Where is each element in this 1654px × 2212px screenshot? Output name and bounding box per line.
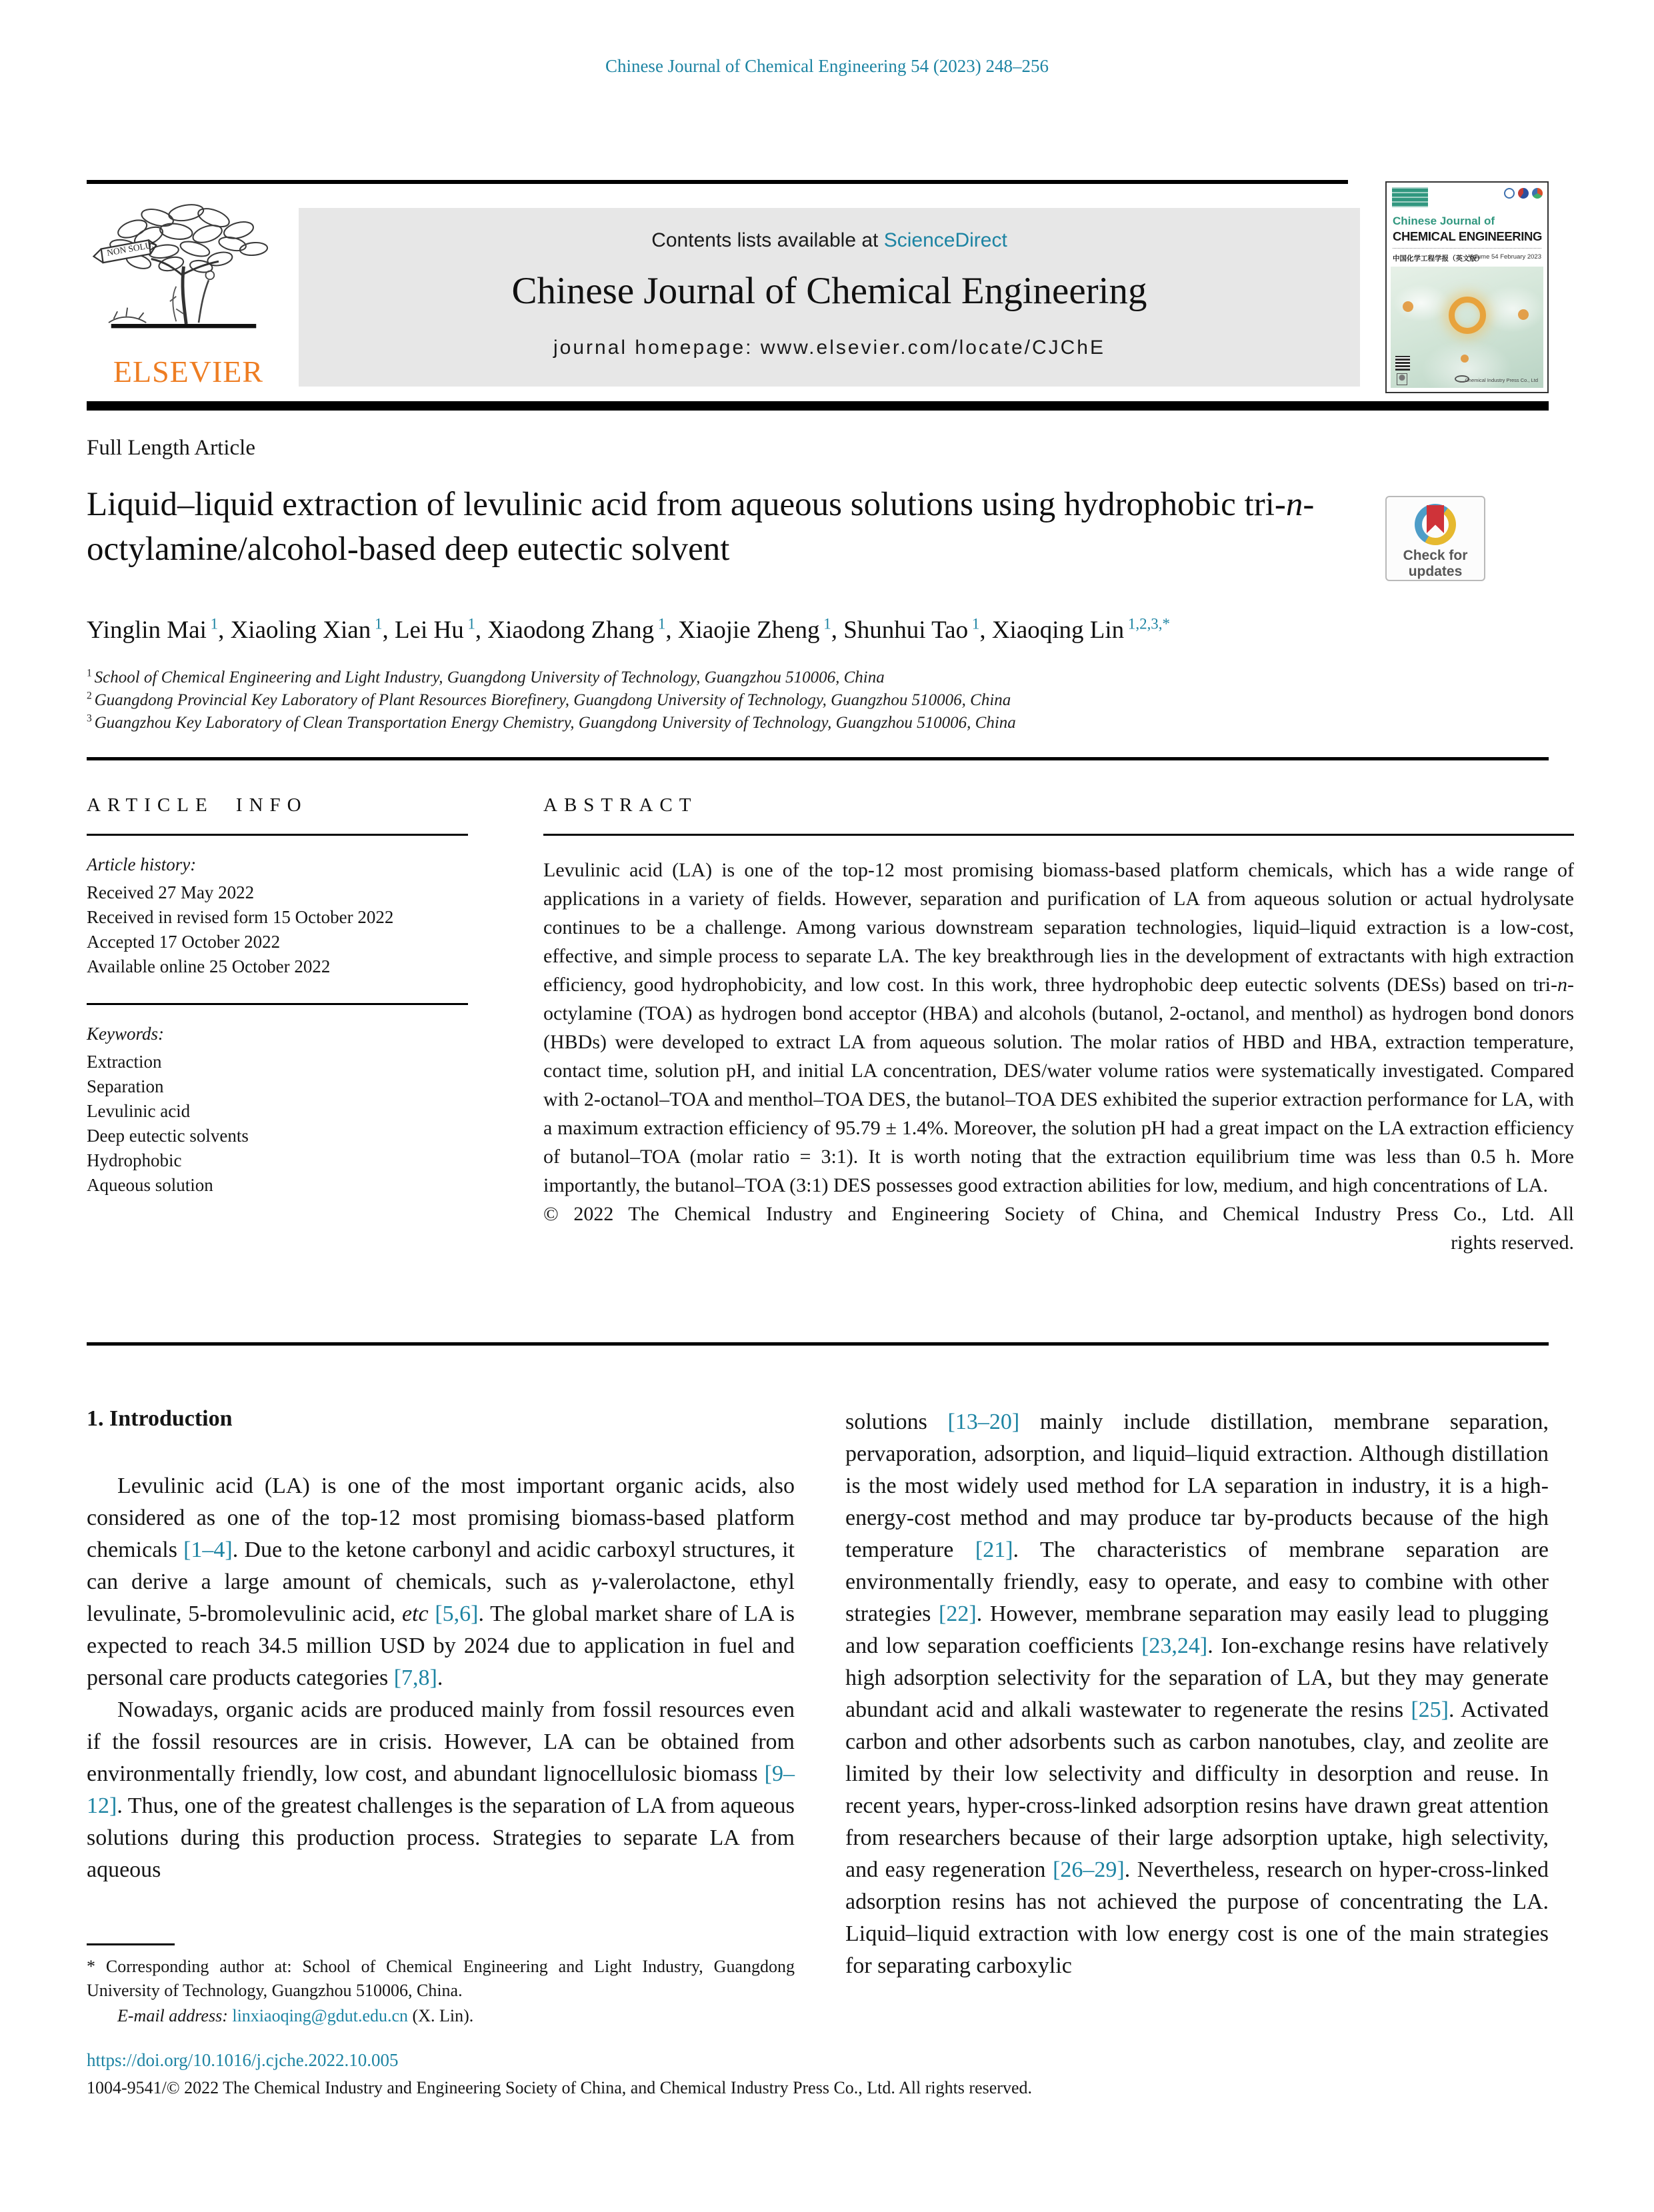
abstract-copyright-line1: © 2022 The Chemical Industry and Engineering Society of China, and Chemical Industry Press Co., Ltd. All: [543, 1203, 1574, 1225]
keyword-line: Extraction: [87, 1052, 162, 1072]
cover-society-logos: [1504, 188, 1543, 199]
bookmark-icon: [1427, 505, 1444, 533]
cover-logo-icon: [1504, 188, 1515, 199]
article-info-column: [87, 794, 468, 1198]
cover-volume-line: Volume 54 February 2023: [1468, 253, 1541, 261]
cover-art-dot: [1403, 301, 1413, 312]
footnote-rule: [87, 1943, 175, 1945]
journal-header-box: [299, 208, 1360, 387]
body-columns: [87, 1406, 1549, 1982]
affiliation-line: $^2$ Guangdong Provincial Key Laboratory of Plant Resources Biorefinery, Guangdong University of Technology, Guangzhou 510006, China: [87, 690, 1011, 709]
doi-link[interactable]: https://doi.org/10.1016/j.cjche.2022.10.005: [87, 2050, 399, 2070]
abstract-column: [543, 794, 1574, 1257]
check-updates-label: Check for updates: [1403, 548, 1468, 579]
cover-publisher-text: Chemical Industry Press Co., Ltd: [1465, 377, 1538, 383]
check-for-updates-badge[interactable]: [1385, 496, 1485, 581]
header-bottom-bar: [87, 401, 1549, 411]
keyword-line: Aqueous solution: [87, 1175, 213, 1195]
cover-elsevier-mark: [1397, 373, 1407, 385]
author-list: Yinglin Mai $^1$, Xiaoling Xian $^1$, Lei Hu $^1$, Xiaodong Zhang $^1$, Xiaojie Zheng $^1$, Shunhui Tao $^1$, Xiaoqing Lin $^{1,2,3,*}$: [87, 615, 1170, 644]
journal-cover-thumbnail[interactable]: [1385, 181, 1549, 393]
cover-logo-icon: [1532, 188, 1543, 199]
keywords-label: Keywords:: [87, 1024, 164, 1044]
contents-lists-line[interactable]: Contents lists available at ScienceDirect: [651, 229, 1007, 251]
journal-title: Chinese Journal of Chemical Engineering: [511, 270, 1147, 312]
intro-paragraph: solutions [13–20] mainly include distillation, membrane separation, pervaporation, adsorption, and liquid–liquid extraction. Although distillation is the most widely used method for LA separation in industry, it is a high-energy-cost method and may produce tar by-products because of the high temperature [21]. The characteristics of membrane separation are environmentally friendly, easy to operate, and easy to combine with other strategies [22]. However, membrane separation may easily lead to plugging and low separation coefficients [23,24]. Ion-exchange resins have relatively high adsorption selectivity for the separation of LA, but they may generate abundant acid and alkali wastewater to regenerate the resins [25]. Activated carbon and other adsorbents such as carbon nanotubes, clay, and zeolite are limited by their low selectivity and difficulty in desorption and reuse. In recent years, hyper-cross-linked adsorption resins have drawn great attention from researchers because of their large adsorption uptake, high selectivity, and easy regeneration [26–29]. Nevertheless, research on hyper-cross-linked adsorption resins has not achieved the purpose of concentrating the LA. Liquid–liquid extraction with low energy cost is one of the main strategies for separating carboxylic: [845, 1410, 1549, 1978]
cover-artwork: [1391, 267, 1543, 388]
history-line: Received in revised form 15 October 2022: [87, 907, 394, 927]
keyword-line: Deep eutectic solvents: [87, 1126, 249, 1146]
cover-molecule-ring-icon: [1449, 297, 1486, 334]
cover-qr-code: [1395, 356, 1410, 371]
non-solus-banner-text: NON SOLUS: [105, 239, 157, 258]
keywords-rule: [87, 1003, 468, 1005]
introduction-heading: 1. Introduction: [87, 1406, 233, 1431]
keyword-line: Hydrophobic: [87, 1150, 182, 1170]
abstract-heading: ABSTRACT: [543, 794, 698, 816]
abstract-copyright-line2: rights reserved.: [1451, 1232, 1574, 1254]
body-left-column: [87, 1406, 795, 1982]
cover-art-dot: [1461, 355, 1469, 363]
email-address-line[interactable]: E-mail address: linxiaoqing@gdut.edu.cn (X. Lin).: [117, 2006, 474, 2025]
crossmark-icon: [1415, 504, 1456, 545]
history-line: Accepted 17 October 2022: [87, 932, 281, 952]
body-divider-rule: [87, 1342, 1549, 1346]
abstract-text: Levulinic acid (LA) is one of the top-12 most promising biomass-based platform chemicals, which has a wide range of applications in a variety of fields. However, separation and purification of LA from aqueous solution or actual hydrolysate continues to be a challenge. Among various downstream separation technologies, liquid–liquid extraction is a low-cost, effective, and simple process to separate LA. The key breakthrough lies in the development of extractants with high extraction efficiency, good hydrophobicity, and low cost. In this work, three hydrophobic deep eutectic solvents (DESs) based on tri-n-octylamine (TOA) as hydrogen bond acceptor (HBA) and alcohols (butanol, 2-octanol, and menthol) as hydrogen bond donors (HBDs) were developed to extract LA from aqueous solution. The molar ratios of HBD and HBA, extraction temperature, contact time, solution pH, and initial LA concentration, DES/water volume ratios were systematically investigated. Compared with 2-octanol–TOA and menthol–TOA DES, the butanol–TOA DES exhibited the superior extraction performance for LA, with a maximum extraction efficiency of 95.79 ± 1.4%. Moreover, the solution pH had a great impact on the LA extraction efficiency of butanol–TOA (molar ratio = 3:1). It is worth noting that the extraction equilibrium time was less than 0.5 h. More importantly, the butanol–TOA (3:1) DES possesses good extraction abilities for low, medium, and high concentrations of LA.: [543, 859, 1574, 1196]
article-history-label: Article history:: [87, 854, 197, 874]
keyword-line: Levulinic acid: [87, 1101, 191, 1121]
corresponding-author-note: * Corresponding author at: School of Chemical Engineering and Light Industry, Guangdong University of Technology, Guangzhou 510006, China.: [87, 1957, 795, 2000]
abstract-rule: [543, 834, 1574, 836]
article-info-rule: [87, 834, 468, 836]
cover-title-line1: Chinese Journal of: [1393, 215, 1495, 227]
affiliation-line: $^1$ School of Chemical Engineering and Light Industry, Guangdong University of Technology, Guangzhou 510006, China: [87, 667, 885, 686]
keyword-line: Separation: [87, 1076, 164, 1096]
cover-chinese-subtitle: 中国化学工程学报（英文版）: [1393, 255, 1484, 263]
article-info-heading: ARTICLE INFO: [87, 794, 308, 816]
elsevier-tree-icon: [89, 199, 289, 349]
elsevier-logo[interactable]: [87, 199, 290, 389]
journal-citation-header: Chinese Journal of Chemical Engineering 54 (2023) 248–256: [605, 56, 1049, 76]
affiliation-line: $^3$ Guangzhou Key Laboratory of Clean Transportation Energy Chemistry, Guangdong University of Technology, Guangzhou 510006, China: [87, 712, 1016, 732]
header-top-rule: [87, 180, 1348, 184]
issn-copyright-line: 1004-9541/© 2022 The Chemical Industry and Engineering Society of China, and Chemical Industry Press Co., Ltd. All rights reserved.: [87, 2078, 1032, 2097]
article-type-label: Full Length Article: [87, 436, 255, 460]
cover-art-dot: [1518, 309, 1529, 320]
intro-paragraph: Levulinic acid (LA) is one of the most important organic acids, also considered as one of the top-12 most promising biomass-based platform chemicals [1–4]. Due to the ketone carbonyl and acidic carboxyl structures, it can derive a large amount of chemicals, such as γ-valerolactone, ethyl levulinate, 5-bromolevulinic acid, etc [5,6]. The global market share of LA is expected to reach 34.5 million USD by 2024 due to application in fuel and personal care products categories [7,8].: [87, 1474, 795, 1690]
cover-title-line2: CHEMICAL ENGINEERING: [1393, 229, 1542, 243]
cover-logo-icon: [1518, 188, 1529, 199]
elsevier-wordmark: ELSEVIER: [113, 355, 264, 389]
section-divider-rule: [87, 757, 1549, 760]
affiliation-list: [87, 666, 1553, 734]
body-right-column: [845, 1406, 1549, 1982]
cover-issn-chip: [1392, 187, 1428, 207]
intro-paragraph: Nowadays, organic acids are produced mainly from fossil resources even if the fossil resources are in crisis. However, LA can be obtained from environmentally friendly, low cost, and abundant lignocellulosic biomass [9–12]. Thus, one of the greatest challenges is the separation of LA from aqueous solutions during this production process. Strategies to separate LA from aqueous: [87, 1697, 795, 1882]
article-title: Liquid–liquid extraction of levulinic acid from aqueous solutions using hydrophobic tri-n-octylamine/alcohol-based deep eutectic solvent: [87, 486, 1315, 568]
footnote-block: [87, 1943, 795, 2028]
cover-divider: [1393, 248, 1541, 249]
history-line: Received 27 May 2022: [87, 882, 255, 902]
history-line: Available online 25 October 2022: [87, 956, 331, 976]
journal-homepage-line[interactable]: journal homepage: www.elsevier.com/locate/CJChE: [553, 337, 1105, 359]
